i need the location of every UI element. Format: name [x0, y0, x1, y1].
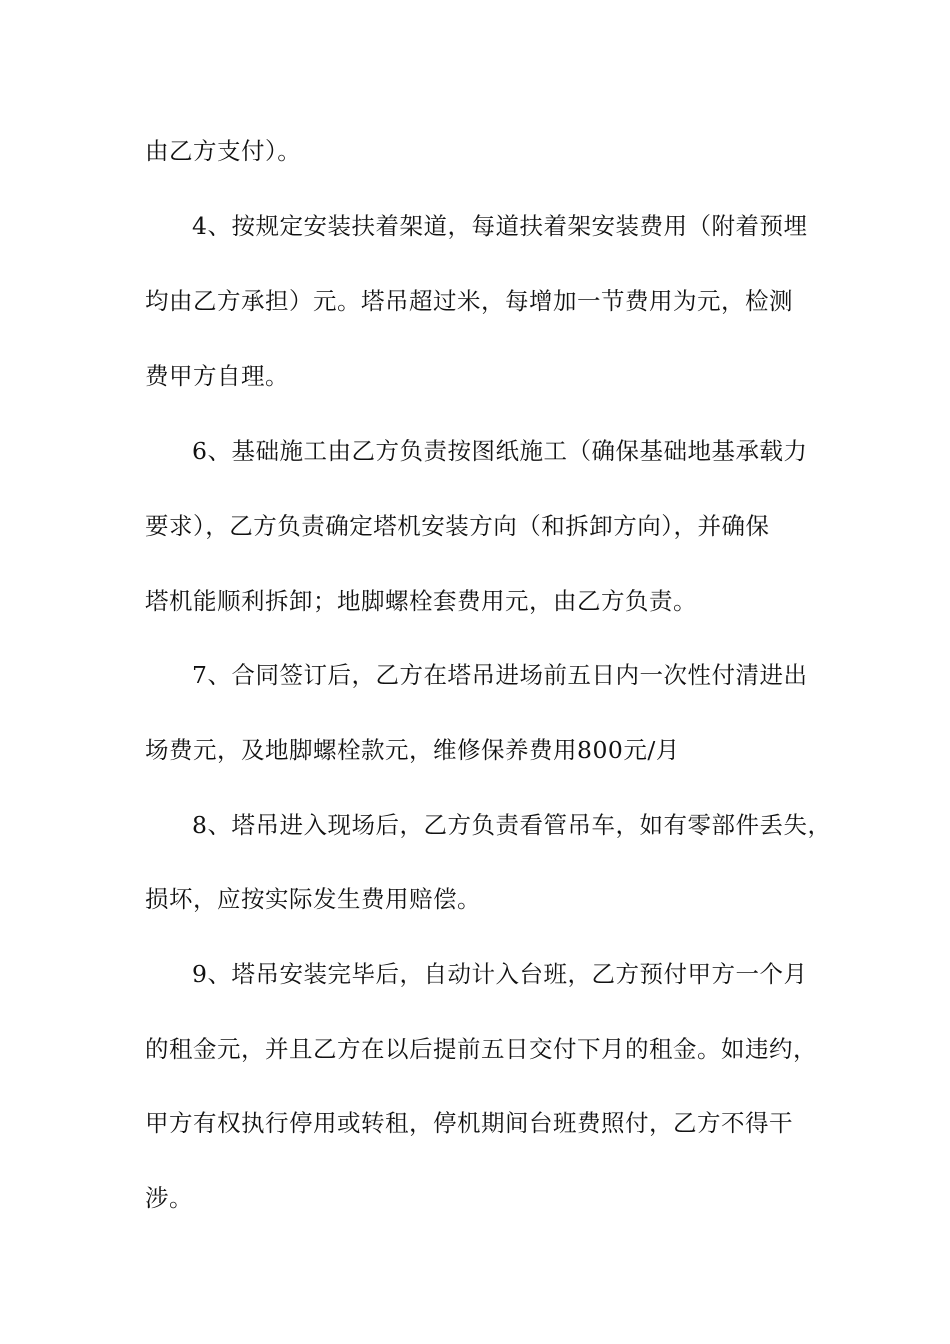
text-line: 均由乙方承担）元。塔吊超过米，每增加一节费用为元，检测 [145, 287, 793, 315]
text-line: 损坏，应按实际发生费用赔偿。 [145, 885, 481, 913]
text-line: 甲方有权执行停用或转租，停机期间台班费照付，乙方不得干 [145, 1109, 793, 1137]
paragraph-8-first-line: 8、塔吊进入现场后，乙方负责看管吊车，如有零部件丢失， [192, 811, 832, 839]
paragraph-9-first-line: 9、塔吊安装完毕后，自动计入台班，乙方预付甲方一个月 [192, 960, 808, 988]
text-line: 涉。 [145, 1184, 193, 1212]
paragraph-4-first-line: 4、按规定安装扶着架道，每道扶着架安装费用（附着预埋 [192, 212, 808, 240]
text-line: 要求），乙方负责确定塔机安装方向（和拆卸方向），并确保 [145, 512, 770, 540]
text-line: 塔机能顺利拆卸；地脚螺栓套费用元，由乙方负责。 [145, 587, 697, 615]
text-line: 费甲方自理。 [145, 362, 289, 390]
text-line: 的租金元，并且乙方在以后提前五日交付下月的租金。如违约， [145, 1035, 817, 1063]
text-line: 场费元，及地脚螺栓款元，维修保养费用800元/月 [145, 736, 680, 764]
text-line: 由乙方支付）。 [145, 137, 302, 165]
paragraph-7-first-line: 7、合同签订后，乙方在塔吊进场前五日内一次性付清进出 [192, 661, 808, 689]
paragraph-6-first-line: 6、基础施工由乙方负责按图纸施工（确保基础地基承载力 [192, 437, 808, 465]
